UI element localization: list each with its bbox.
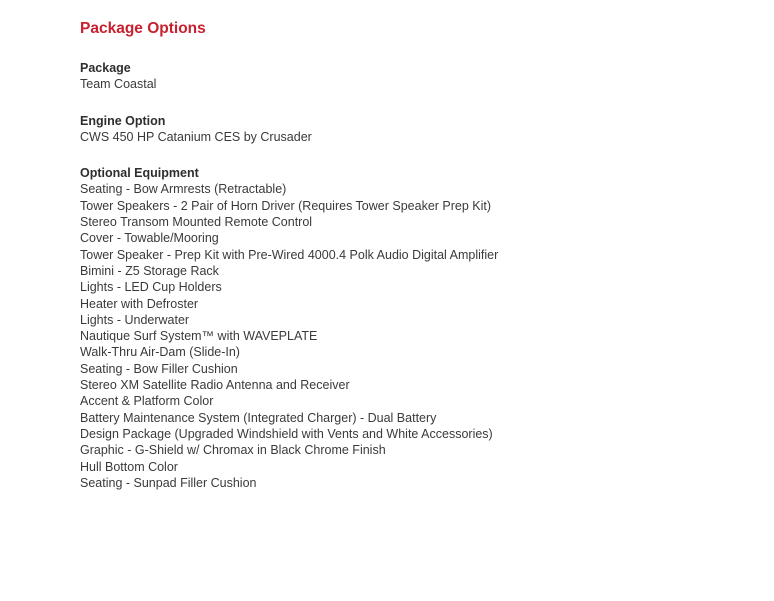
package-value: Team Coastal [80,77,157,92]
page-title: Package Options [80,20,206,37]
equipment-item: Battery Maintenance System (Integrated Charger) - Dual Battery [80,410,437,425]
equipment-item: Hull Bottom Color [80,459,178,474]
section-package [80,60,734,93]
equipment-item: Seating - Sunpad Filler Cushion [80,475,257,490]
section-engine-option [80,113,734,146]
equipment-item: Nautique Surf System™ with WAVEPLATE [80,329,318,344]
section-optional-equipment [80,165,734,491]
equipment-item: Cover - Towable/Mooring [80,231,219,246]
engine-option-value: CWS 450 HP Catanium CES by Crusader [80,129,312,144]
equipment-item: Accent & Platform Color [80,394,214,409]
equipment-item: Heater with Defroster [80,296,199,311]
section-heading-optional-equipment: Optional Equipment [80,166,199,181]
equipment-item: Bimini - Z5 Storage Rack [80,263,219,278]
equipment-item: Walk-Thru Air-Dam (Slide-In) [80,345,240,360]
equipment-item: Seating - Bow Filler Cushion [80,361,238,376]
section-heading-engine-option: Engine Option [80,113,166,128]
equipment-item: Stereo Transom Mounted Remote Control [80,215,313,230]
equipment-item: Tower Speakers - 2 Pair of Horn Driver (Requires Tower Speaker Prep Kit) [80,198,492,213]
equipment-item: Tower Speaker - Prep Kit with Pre-Wired 4000.4 Polk Audio Digital Amplifier [80,247,499,262]
equipment-item: Lights - Underwater [80,312,190,327]
equipment-item: Design Package (Upgraded Windshield with Vents and White Accessories) [80,426,493,441]
equipment-item: Graphic - G-Shield w/ Chromax in Black Chrome Finish [80,443,386,458]
equipment-item: Stereo XM Satellite Radio Antenna and Receiver [80,378,350,393]
equipment-item: Seating - Bow Armrests (Retractable) [80,182,287,197]
equipment-item: Lights - LED Cup Holders [80,280,222,295]
section-heading-package: Package [80,61,131,75]
